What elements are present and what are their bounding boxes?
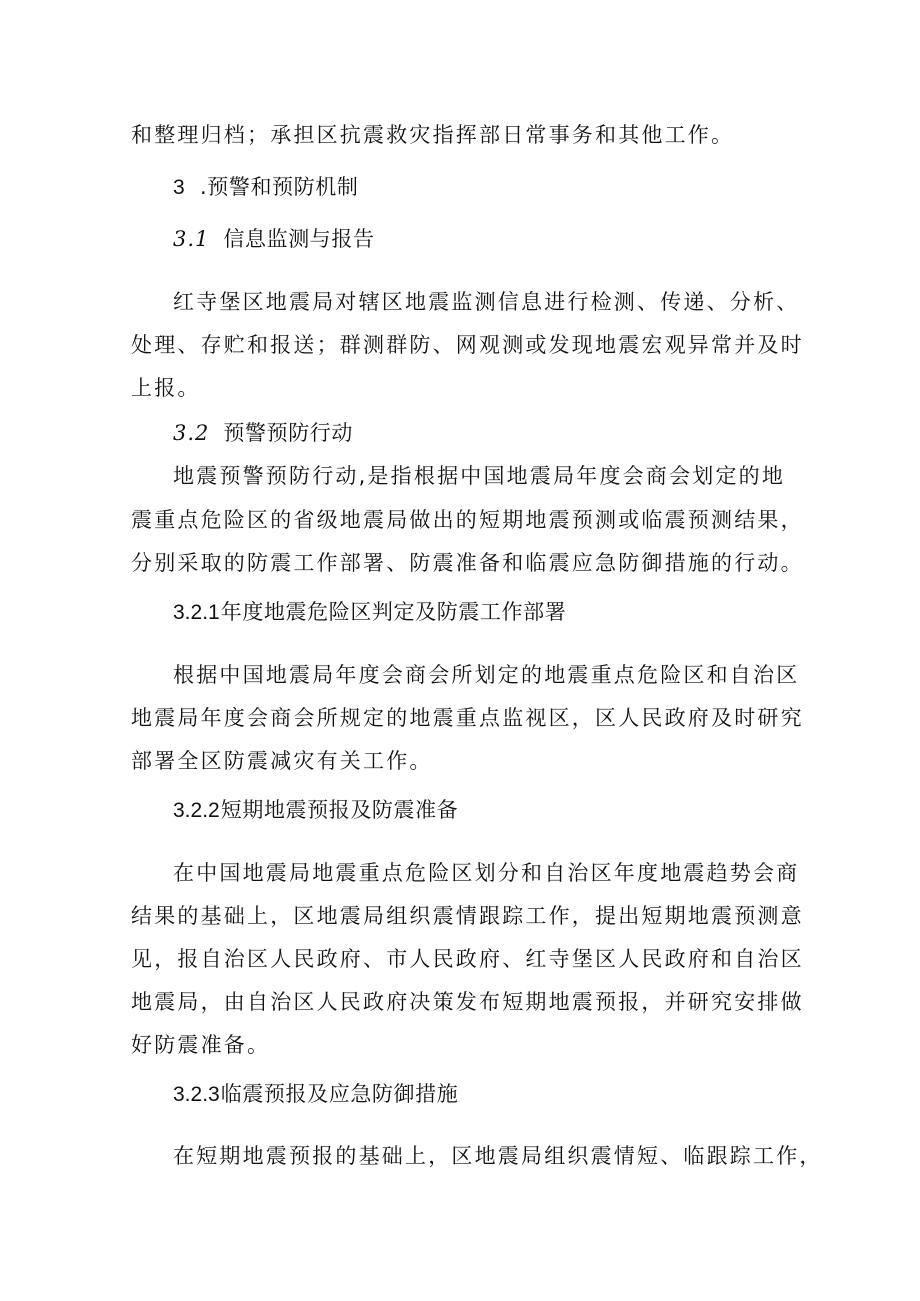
heading-3-1 — [173, 224, 375, 254]
paragraph-line: 红寺堡区地震局对辖区地震监测信息进行检测、传递、分析、 — [173, 290, 800, 314]
paragraph-line: 地震预警预防行动,是指根据中国地震局年度会商会划定的地 — [173, 464, 786, 488]
heading-title: 短期地震预报及防震准备 — [220, 798, 459, 822]
paragraph-line: 部署全区防震减灾有关工作。 — [131, 749, 433, 773]
heading-3-2-2 — [173, 795, 458, 826]
paragraph-line: 根据中国地震局年度会商会所划定的地震重点危险区和自治区 — [173, 663, 800, 687]
heading-number: 3.2.3 — [173, 1083, 220, 1106]
paragraph-line: 地震局年度会商会所规定的地震重点监视区，区人民政府及时研究 — [131, 706, 804, 730]
paragraph-line: 分别采取的防震工作部署、防震准备和临震应急防御措施的行动。 — [131, 551, 804, 575]
heading-3 — [173, 172, 358, 203]
heading-number: 3.1 — [173, 227, 210, 251]
paragraph-line: 在中国地震局地震重点危险区划分和自治区年度地震趋势会商 — [173, 861, 800, 885]
heading-3-2 — [173, 418, 353, 448]
heading-number: 3.2.1 — [173, 601, 220, 624]
heading-title: 临震预报及应急防御措施 — [220, 1082, 459, 1106]
heading-number: 3.2 — [173, 421, 210, 445]
paragraph-line: 见，报自治区人民政府、市人民政府、红寺堡区人民政府和自治区 — [131, 947, 804, 971]
heading-title: 信息监测与报告 — [223, 227, 375, 251]
heading-title: 预警预防行动 — [223, 421, 354, 445]
paragraph-line: 上报。 — [131, 376, 201, 400]
heading-title: 年度地震危险区判定及防震工作部署 — [220, 600, 567, 624]
paragraph-line: 好防震准备。 — [131, 1033, 271, 1057]
paragraph-line: 震重点危险区的省级地震局做出的短期地震预测或临震预测结果， — [131, 508, 804, 532]
heading-number: 3.2.2 — [173, 799, 220, 822]
paragraph-line: 和整理归档；承担区抗震救灾指挥部日常事务和其他工作。 — [131, 123, 735, 147]
paragraph-line: 在短期地震预报的基础上，区地震局组织震情短、临跟踪工作， — [173, 1144, 823, 1168]
paragraph-line: 处理、存贮和报送；群测群防、网观测或发现地震宏观异常并及时 — [131, 333, 804, 357]
paragraph-line: 结果的基础上，区地震局组织震情跟踪工作，提出短期地震预测意 — [131, 904, 804, 928]
heading-title: .预警和预防机制 — [192, 175, 359, 199]
heading-3-2-1 — [173, 597, 566, 628]
heading-3-2-3 — [173, 1079, 458, 1110]
paragraph-line: 地震局，由自治区人民政府决策发布短期地震预报，并研究安排做 — [131, 990, 804, 1014]
heading-number: 3 — [173, 176, 185, 199]
